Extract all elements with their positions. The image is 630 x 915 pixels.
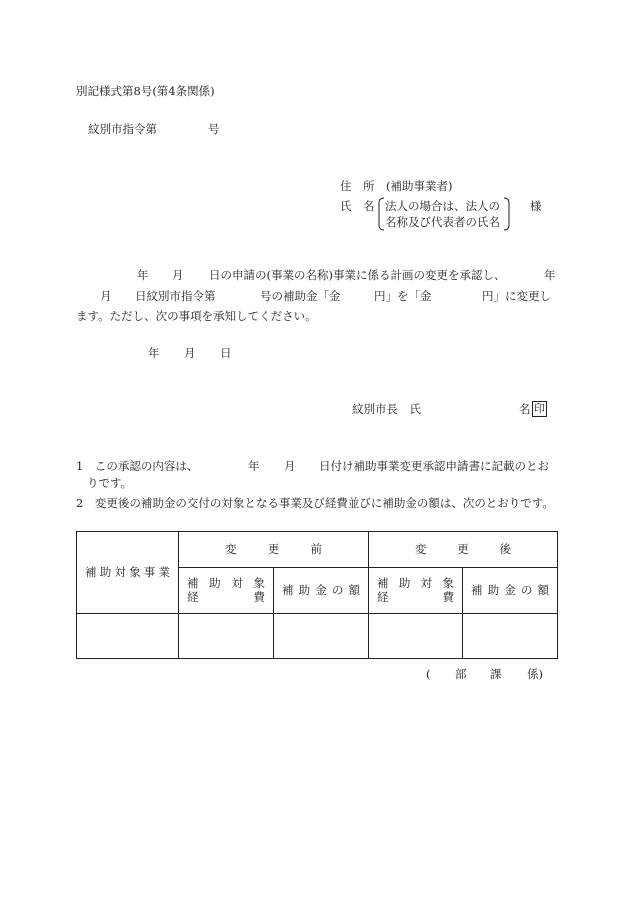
signatory-name-suffix: 名 <box>519 402 531 416</box>
note2: 2 変更後の補助金の交付の対象となる事業及び経費並びに補助金の額は、次のとおりです。 <box>76 496 554 510</box>
blank-project-cell <box>77 614 179 659</box>
form-label: 別記様式第8号(第4条関係) <box>76 84 215 98</box>
date-year: 年 <box>148 346 160 360</box>
note1-text: 日付け補助事業変更承認申請書に記載のとお <box>319 459 549 473</box>
address-label: 住 所 <box>340 179 375 193</box>
before-header-cell <box>179 532 369 568</box>
body-line1-year2: 年 <box>544 268 556 282</box>
before-amount-header: 補 助 金 の 額 <box>274 568 369 614</box>
body-line2-end: 円」に変更し <box>482 289 551 303</box>
after-amount-header: 補 助 金 の 額 <box>463 568 558 614</box>
before-header: 変 更 前 <box>225 541 322 556</box>
row-header-cell <box>77 532 179 614</box>
body-line1-year: 年 <box>137 268 149 282</box>
date-month: 月 <box>184 346 196 360</box>
after-header-cell <box>369 532 558 568</box>
name-label: 氏 名 <box>340 199 375 213</box>
footer-section: 課 <box>490 667 502 681</box>
signatory-title: 紋別市長 氏 <box>352 402 421 416</box>
address-note: (補助事業者) <box>386 179 453 193</box>
blank-before-cost-cell <box>179 614 274 659</box>
body-line1-text: 日の申請の(事業の名称)事業に係る計画の変更を承認し、 <box>209 268 506 282</box>
footer-department: 部 <box>455 667 467 681</box>
honorific: 様 <box>530 199 542 213</box>
after-cost-header: 補 助 対 象 経 費 <box>369 568 463 614</box>
body-line1-month: 月 <box>172 268 184 282</box>
blank-after-cost-cell <box>369 614 463 659</box>
name-note-line2: 名称及び代表者の氏名 <box>385 215 500 229</box>
row-header: 補 助 対 象 事 業 <box>85 564 170 579</box>
name-note-line1: 法人の場合は、法人の <box>385 199 500 213</box>
designation-suffix: 号 <box>208 122 220 136</box>
seal-mark: 印 <box>534 402 545 415</box>
footer-open: ( <box>426 667 431 681</box>
note1-lead: 1 この承認の内容は、 <box>76 459 199 473</box>
blank-after-amount-cell <box>463 614 558 659</box>
blank-before-amount-cell <box>274 614 369 659</box>
body-line2-old-amount: 号の補助金「金 <box>260 289 341 303</box>
note1-end: りです。 <box>87 476 133 490</box>
subsidy-table <box>76 531 558 659</box>
body-line2-designation: 日紋別市指令第 <box>135 289 216 303</box>
body-line2-month: 月 <box>100 289 112 303</box>
note1-year: 年 <box>248 459 260 473</box>
note1-month: 月 <box>284 459 296 473</box>
footer-unit: 係) <box>527 667 543 681</box>
date-day: 日 <box>220 346 232 360</box>
body-line3: ます。ただし、次の事項を承知してください。 <box>76 309 317 323</box>
designation-prefix: 紋別市指令第 <box>88 122 157 136</box>
after-header: 変 更 後 <box>415 541 511 556</box>
body-line2-new-amount: 円」を「金 <box>374 289 432 303</box>
before-cost-header: 補 助 対 象 経 費 <box>179 568 274 614</box>
